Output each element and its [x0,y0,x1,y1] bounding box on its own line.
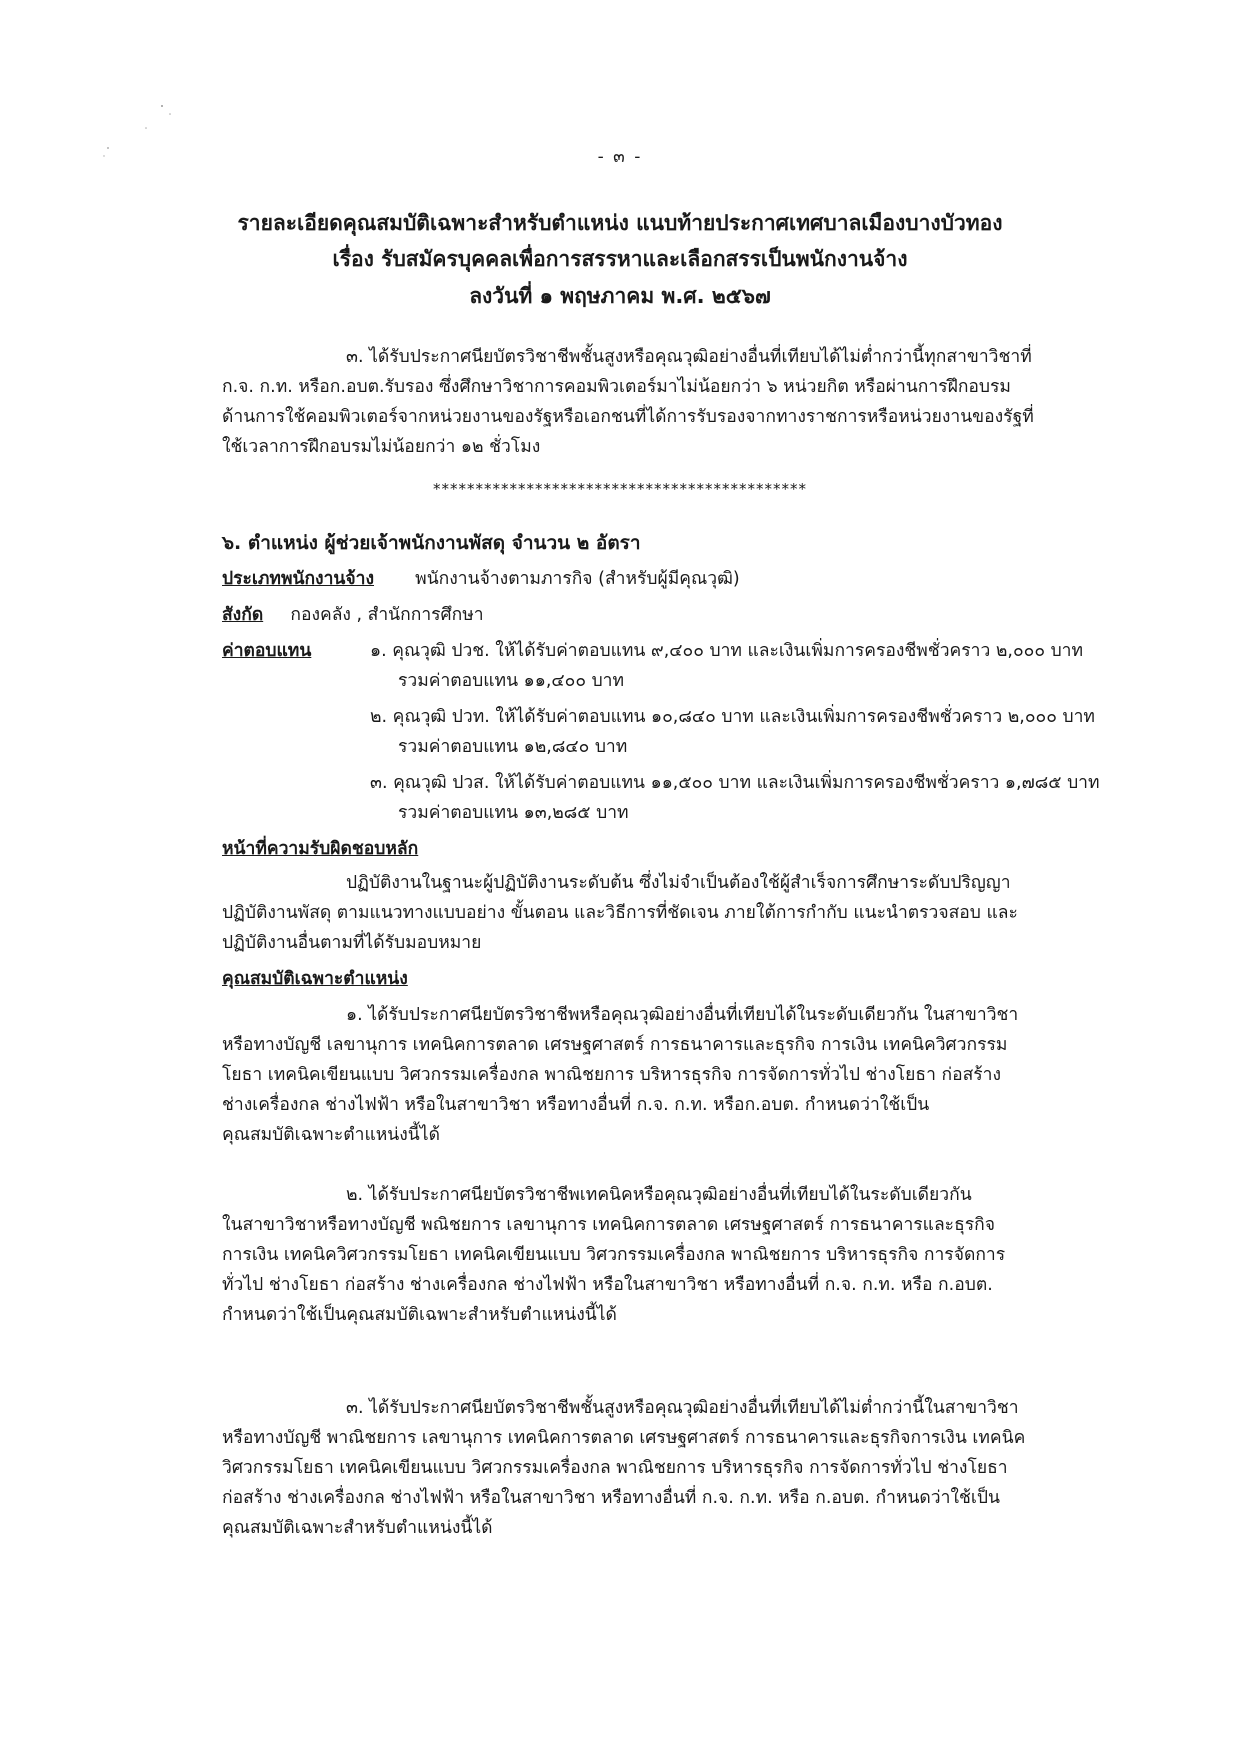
separator-line: ******************************************** [433,480,807,498]
qualification-item-1 [222,1000,1120,1150]
position-heading: ๖. ตำแหน่ง ผู้ช่วยเจ้าพนักงานพัสดุ จำนวน ๒ อัตรา [222,532,641,554]
text-line: การเงิน เทคนิควิศวกรรมโยธา เทคนิคเขียนแบบ วิศวกรรมเครื่องกล พาณิชยการ บริหารธุรกิจ การจัดการ [222,1245,1006,1265]
text-line: คุณสมบัติเฉพาะสำหรับตำแหน่งนี้ได้ [222,1518,493,1538]
text-line: ปฏิบัติงานในฐานะผู้ปฏิบัติงานระดับต้น ซึ่งไม่จำเป็นต้องใช้ผู้สำเร็จการศึกษาระดับปริญญา [346,873,1011,893]
text-line: กำหนดว่าใช้เป็นคุณสมบัติเฉพาะสำหรับตำแหน่งนี้ได้ [222,1305,617,1325]
document-title-line-2: เรื่อง รับสมัครบุคคลเพื่อการสรรหาและเลือกสรรเป็นพนักงานจ้าง [332,247,908,271]
text-line: ๓. ได้รับประกาศนียบัตรวิชาชีพชั้นสูงหรือคุณวุฒิอย่างอื่นที่เทียบได้ไม่ต่ำกว่านี้ทุกสาขาวิชาที่ [346,347,1032,367]
duties-paragraph [222,868,1120,958]
pay-item [370,636,1083,696]
pay-item [370,768,1100,828]
text-line: หรือทางบัญชี เลขานุการ เทคนิคการตลาด เศรษฐศาสตร์ การธนาคารและธุรกิจ การเงิน เทคนิควิศวกรรม [222,1035,1008,1055]
affiliation-row [222,600,484,630]
affiliation-value: กองคลัง , สำนักการศึกษา [290,605,484,625]
page-number: - ๓ - [597,147,643,167]
pay-line: ๒. คุณวุฒิ ปวท. ให้ได้รับค่าตอบแทน ๑๐,๘๔๐ บาท และเงินเพิ่มการครองชีพชั่วคราว ๒,๐๐๐ บาท [370,707,1095,727]
text-line: โยธา เทคนิคเขียนแบบ วิศวกรรมเครื่องกล พาณิชยการ บริหารธุรกิจ การจัดการทั่วไป ช่างโยธา ก่อสร้าง [222,1065,1002,1085]
text-line: วิศวกรรมโยธา เทคนิคเขียนแบบ วิศวกรรมเครื่องกล พาณิชยการ บริหารธุรกิจ การจัดการทั่วไป ช่างโยธา [222,1458,1008,1478]
text-line: ๑. ได้รับประกาศนียบัตรวิชาชีพหรือคุณวุฒิอย่างอื่นที่เทียบได้ในระดับเดียวกัน ในสาขาวิชา [346,1005,1019,1025]
pay-item [370,702,1095,762]
employee-type-row [222,564,740,594]
text-line: ๒. ได้รับประกาศนียบัตรวิชาชีพเทคนิคหรือคุณวุฒิอย่างอื่นที่เทียบได้ในระดับเดียวกัน [346,1185,972,1205]
text-line: ก่อสร้าง ช่างเครื่องกล ช่างไฟฟ้า หรือในสาขาวิชา หรือทางอื่นที่ ก.จ. ก.ท. หรือ ก.อบต. กำหนดว่าใช้เป็น [222,1488,1000,1508]
qualification-item-3 [222,1393,1120,1543]
pay-total: รวมค่าตอบแทน ๑๑,๔๐๐ บาท [398,671,625,691]
text-line: ปฏิบัติงานอื่นตามที่ได้รับมอบหมาย [222,933,482,953]
pay-label: ค่าตอบแทน [222,641,312,661]
document-title-line-3: ลงวันที่ ๑ พฤษภาคม พ.ศ. ๒๕๖๗ [469,284,771,308]
employee-type-label: ประเภทพนักงานจ้าง [222,569,375,589]
qualifications-label: คุณสมบัติเฉพาะตำแหน่ง [222,969,408,989]
text-line: ๓. ได้รับประกาศนียบัตรวิชาชีพชั้นสูงหรือคุณวุฒิอย่างอื่นที่เทียบได้ไม่ต่ำกว่านี้ในสาขาวิชา [346,1398,1019,1418]
text-line: หรือทางบัญชี พาณิชยการ เลขานุการ เทคนิคการตลาด เศรษฐศาสตร์ การธนาคารและธุรกิจการเงิน เทคนิค [222,1428,1026,1448]
affiliation-label: สังกัด [222,605,264,625]
text-line: ปฏิบัติงานพัสดุ ตามแนวทางแบบอย่าง ขั้นตอน และวิธีการที่ชัดเจน ภายใต้การกำกับ แนะนำตรวจสอบ และ [222,903,1018,923]
text-line: ใช้เวลาการฝึกอบรมไม่น้อยกว่า ๑๒ ชั่วโมง [222,437,541,457]
text-line: คุณสมบัติเฉพาะตำแหน่งนี้ได้ [222,1125,440,1145]
pay-line: ๓. คุณวุฒิ ปวส. ให้ได้รับค่าตอบแทน ๑๑,๕๐๐ บาท และเงินเพิ่มการครองชีพชั่วคราว ๑,๗๘๕ บาท [370,773,1100,793]
document-title-line-1: รายละเอียดคุณสมบัติเฉพาะสำหรับตำแหน่ง แนบท้ายประกาศเทศบาลเมืองบางบัวทอง [237,211,1003,235]
text-line: ในสาขาวิชาหรือทางบัญชี พณิชยการ เลขานุการ เทคนิคการตลาด เศรษฐศาสตร์ การธนาคารและธุรกิจ [222,1215,996,1235]
pay-total: รวมค่าตอบแทน ๑๒,๘๔๐ บาท [398,737,628,757]
pay-total: รวมค่าตอบแทน ๑๓,๒๘๕ บาท [398,803,629,823]
prev-item-paragraph [222,342,1120,462]
duties-label: หน้าที่ความรับผิดชอบหลัก [222,839,419,859]
pay-line: ๑. คุณวุฒิ ปวช. ให้ได้รับค่าตอบแทน ๙,๔๐๐ บาท และเงินเพิ่มการครองชีพชั่วคราว ๒,๐๐๐ บาท [370,641,1084,661]
text-line: ทั่วไป ช่างโยธา ก่อสร้าง ช่างเครื่องกล ช่างไฟฟ้า หรือในสาขาวิชา หรือทางอื่นที่ ก.จ. ก.ท. หรือ ก.อบต. [222,1275,993,1295]
text-line: ด้านการใช้คอมพิวเตอร์จากหน่วยงานของรัฐหรือเอกชนที่ได้การรับรองจากทางราชการหรือหน่วยงานของรัฐที่ [222,407,1034,427]
qualification-item-2 [222,1180,1120,1330]
text-line: ช่างเครื่องกล ช่างไฟฟ้า หรือในสาขาวิชา หรือทางอื่นที่ ก.จ. ก.ท. หรือก.อบต. กำหนดว่าใช้เป็น [222,1095,930,1115]
employee-type-value: พนักงานจ้างตามภารกิจ (สำหรับผู้มีคุณวุฒิ) [415,569,740,589]
text-line: ก.จ. ก.ท. หรือก.อบต.รับรอง ซึ่งศึกษาวิชาการคอมพิวเตอร์มาไม่น้อยกว่า ๖ หน่วยกิต หรือผ่านการฝึกอบรม [222,377,1011,397]
